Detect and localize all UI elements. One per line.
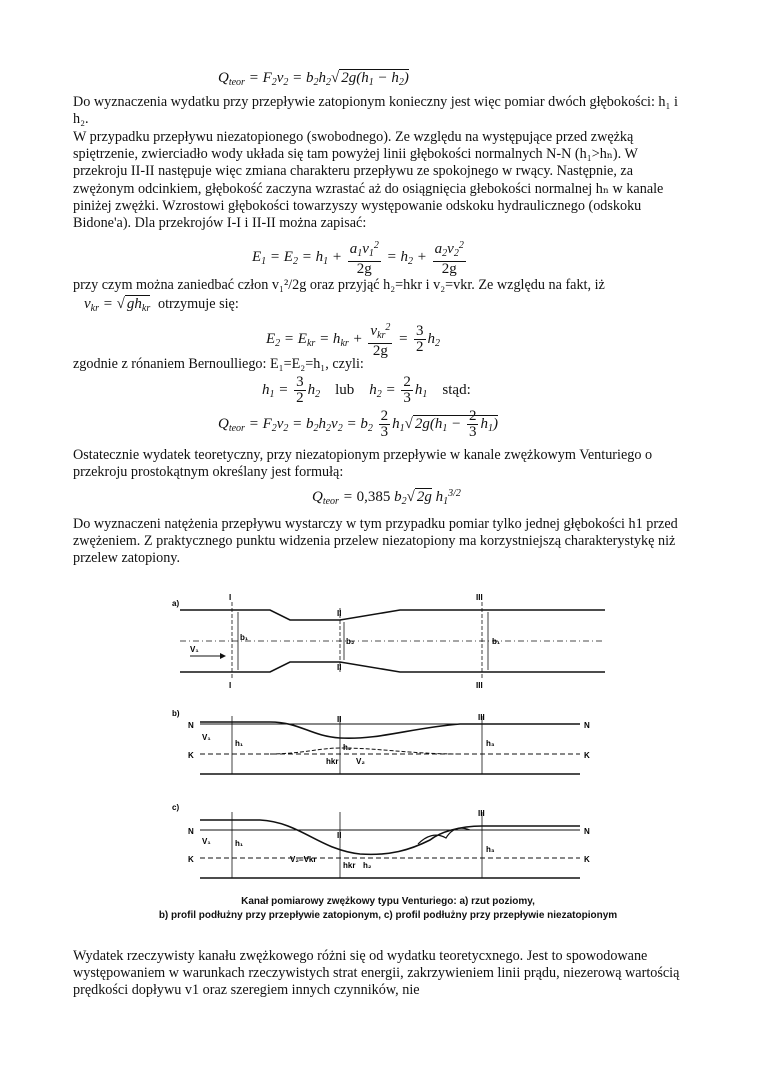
panel-a-plan-view [172, 593, 605, 690]
line-K-b-right: K [584, 751, 590, 760]
figure-caption-line2: b) profil podłużny przy przepływie zatopionym, c) profil podłużny przy przepływie niezatopionym [158, 910, 618, 921]
line-N-c: N [188, 827, 194, 836]
width-b2: b₂ [346, 637, 355, 646]
formula-energy-balance: $E_1 = E_2 = h_1$ + $\frac{a_1v_1^2}{2g}$ = $h_2$ + $\frac{a_2v_2^2}{2g}$ [252, 240, 464, 277]
paragraph-obtains: otrzymuje się: [158, 296, 239, 312]
section-III-b: III [478, 713, 485, 722]
section-II-c: II [337, 831, 342, 840]
paragraph-neglect-term: przy czym można zaniedbać człon v₁²/2g oraz przyjąć h₂=hkr i v₂=vkr. Ze względu na fakt, iż [73, 277, 605, 293]
line-N-c-right: N [584, 827, 590, 836]
formula-critical-energy: $E_2 = E_{kr} = h_{kr}$ + $\frac{v_{kr}^2}{2g}$ = $\frac{3}{2}$ $h_2$ [266, 322, 441, 359]
venturi-flume-figure [160, 588, 615, 918]
width-b1-right: b₁ [492, 637, 501, 646]
depth-hkr-b: hkr [326, 757, 339, 766]
line-K-c-right: K [584, 855, 590, 864]
line-K-b: K [188, 751, 194, 760]
paragraph-free-flow-description: W przypadku przepływu niezatopionego (swobodnego). Ze względu na występujące przed zwężką spiętrzenie, zwierciadło wody układa się tam powyżej linii głębokości normalnych N-N (h₁>hₙ). W przekroju II-II następuje więc zmiana charakteru przepływu ze spokojnego w rwący. Następnie, za zwężonym odcinkiem, głębokość zaczyna wzrastać aż do osiągnięcia głebokości normalnej hₙ w kanale piniżej zwężki. Wzrostowi głębokości towarzyszy występowanie odskoku hydraulicznego (odskoku Bidone'a). Dla przekrojów I-I i II-II można zapisać: [73, 129, 664, 232]
section-II-bottom: II [337, 663, 342, 672]
panel-b-label: b) [172, 709, 180, 718]
panel-b-submerged-profile [172, 709, 590, 774]
formula-qteor-submerged: $Q_{teor} = F_2v_2 = b_2h_2√$ $2g(h_1 - h_2)$ [218, 70, 409, 88]
depth-h2-c: h₂ [363, 861, 372, 870]
section-III-c: III [478, 809, 485, 818]
formula-critical-velocity: $v_{kr}$ = √ $gh_{kr}$ [84, 296, 151, 314]
line-N-b: N [188, 721, 194, 730]
formula-depth-relation: $h_1$ = $\frac{3}{2}$ $h_2$ lub $h_2$ = $\frac{2}{3}$ $h_1$ stąd: [262, 374, 471, 406]
depth-h3-b: h₃ [486, 739, 495, 748]
paragraph-submerged-measurement: Do wyznaczenia wydatku przy przepływie zatopionym konieczny jest więc pomiar dwóch głębokości: h₁ i h₂. [73, 94, 678, 128]
formula-qteor-free: $Q_{teor} = F_2v_2 = b_2h_2v_2 = b_2$ $\frac{2}{3}$ $h_1√$ $2g(h_1$ − $\frac{2}{3}$ $h_1$) [218, 408, 498, 440]
velocity-v2-vkr-c: V₂=Vkr [290, 855, 317, 864]
formula-qteor-final: $Q_{teor} = 0,385$ $b_2√$ 2g $h_1^{3/2}$ [312, 488, 461, 507]
paragraph-theoretical-discharge: Ostatecznie wydatek teoretyczny, przy niezatopionym przepływie w kanale zwężkowym Venturiego o przekroju prostokątnym określany jest formułą: [73, 447, 653, 481]
velocity-v1-c: V₁ [202, 837, 211, 846]
depth-h1-b: h₁ [235, 739, 244, 748]
section-I-bottom: I [229, 681, 232, 690]
depth-hkr-c: hkr [343, 861, 356, 870]
velocity-v2-b: V₂ [356, 757, 365, 766]
velocity-v1-plan: V₁ [190, 645, 199, 654]
panel-c-label: c) [172, 803, 180, 812]
depth-h1-c: h₁ [235, 839, 244, 848]
paragraph-bernoulli: zgodnie z rónaniem Bernoulliego: E₁=E₂=h₁, czyli: [73, 356, 364, 372]
panel-c-free-profile [172, 803, 590, 878]
depth-h3-c: h₃ [486, 845, 495, 854]
figure-caption-line1: Kanał pomiarowy zwężkowy typu Venturiego: a) rzut poziomy, [241, 896, 535, 907]
paragraph-real-discharge: Wydatek rzeczywisty kanału zwężkowego różni się od wydatku teoretycxnego. Jest to spowodowane występowaniem w warunkach rzeczywistych strat energii, zakrzywieniem linii prądu, niezerową wartością prędkości dopływu v1 oraz szeregiem innych czynników, nie [73, 948, 680, 999]
paragraph-single-depth: Do wyznaczeni natężenia przepływu wystarczy w tym przypadku pomiar tylko jednej głębokości h1 przed zwężeniem. Z praktycznego punktu widzenia przelew niezatopiony ma korzystniejszą charakterystykę niż przelew zatopiony. [73, 516, 678, 567]
section-II-top: II [337, 609, 342, 618]
line-N-b-right: N [584, 721, 590, 730]
depth-h2-b: h₂ [343, 743, 352, 752]
line-K-c: K [188, 855, 194, 864]
section-II-b: II [337, 715, 342, 724]
velocity-v1-b: V₁ [202, 733, 211, 742]
width-b1-left: b₁ [240, 633, 249, 642]
section-III-bottom: III [476, 681, 483, 690]
section-I-top: I [229, 593, 232, 602]
section-III-top: III [476, 593, 483, 602]
panel-a-label: a) [172, 599, 180, 608]
